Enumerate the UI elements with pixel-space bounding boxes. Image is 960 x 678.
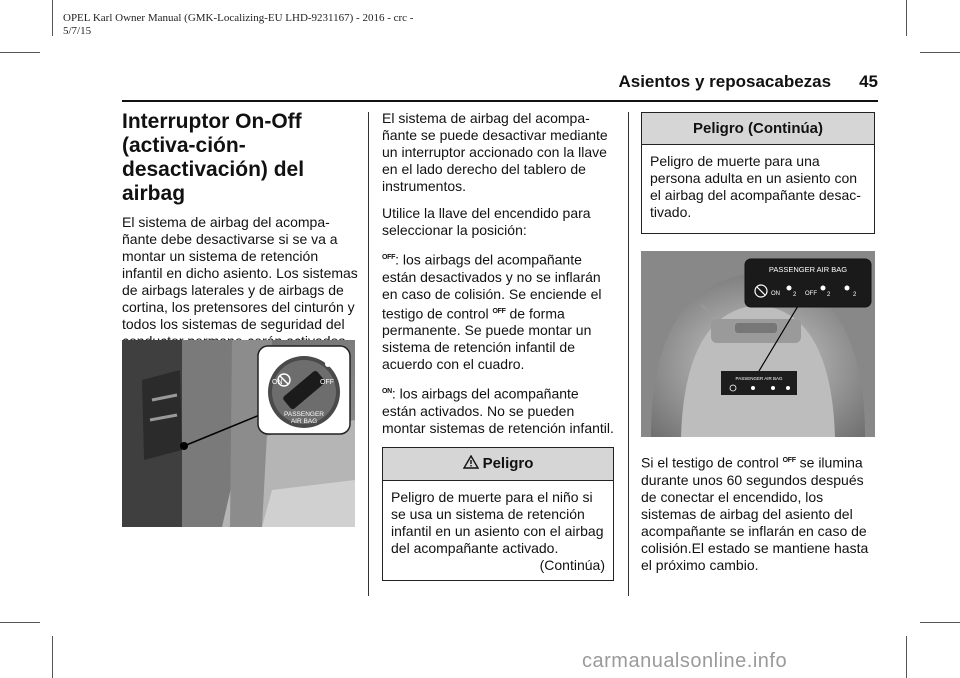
- warning-header: [383, 448, 613, 481]
- paragraph-1: El sistema de airbag del acompa-ñante se puede desactivar mediante un interruptor accionado con la llave en el lado derecho del tablero de instrumentos.: [382, 110, 608, 194]
- panel-on-label: ON: [771, 291, 780, 297]
- warning-triangle-icon: [463, 455, 479, 473]
- overhead-panel-photo: [641, 251, 875, 437]
- crop-mark: [0, 622, 40, 623]
- header-rule: [122, 100, 878, 102]
- paragraph-4: [382, 383, 614, 437]
- crop-mark: [0, 52, 40, 53]
- airbag-off-icon: OFF: [382, 254, 396, 261]
- warning-body-continued: Peligro de muerte para una persona adulta en un asiento con el airbag del acompañante desac-tivado.: [650, 153, 861, 220]
- paragraph-3: [382, 249, 614, 373]
- indicator-paragraph-text-b: se ilumina durante unos 60 segundos después de conectar el encendido, los sistemas de airbag del asiento del acompañante se inflarán en caso de colisión.El estado se mantiene hasta el próximo cambio.: [641, 454, 869, 573]
- column-divider: [628, 112, 629, 596]
- page-number: 45: [859, 72, 878, 91]
- indicator-paragraph: [641, 452, 875, 574]
- column-1: [122, 110, 358, 360]
- column-3-text: [641, 452, 875, 584]
- small-panel-title: PASSENGER AIR BAG: [735, 376, 783, 381]
- overhead-panel-illustration: [641, 251, 875, 437]
- warning-box-continued: [641, 112, 875, 234]
- airbag-off-indicator-icon: OFF: [492, 307, 506, 315]
- panel-num-2: 2: [827, 292, 831, 298]
- crop-mark: [906, 636, 907, 678]
- crop-mark: [920, 622, 960, 623]
- paragraph-3-text-a: : los airbags del acompañante están desactivados y no se inflarán en caso de colisión. Se enciende el testigo de control: [382, 251, 602, 322]
- crop-mark: [920, 52, 960, 53]
- paragraph-4-text: : los airbags del acompañante están activados. No se pueden montar sistemas de retención infantil.: [382, 385, 614, 436]
- running-header: [560, 72, 878, 92]
- section-heading: Interruptor On-Off (activa-ción-desactivación) del airbag: [122, 110, 305, 205]
- document-info: [63, 12, 413, 38]
- column-divider: [368, 112, 369, 596]
- document-info-line-1: OPEL Karl Owner Manual (GMK-Localizing-EU LHD-9231167) - 2016 - crc -: [63, 12, 414, 24]
- switch-on-label: ON: [272, 379, 283, 386]
- switch-label-1: PASSENGER: [284, 411, 324, 418]
- airbag-off-indicator-icon: OFF: [782, 457, 796, 464]
- panel-num-1: 2: [793, 292, 797, 298]
- indicator-paragraph-text-a: Si el testigo de control: [641, 454, 783, 471]
- watermark: carmanualsonline.info: [582, 650, 788, 672]
- section-title: Asientos y reposacabezas: [618, 72, 832, 91]
- document-info-line-2: 5/7/15: [63, 25, 92, 37]
- warning-header-continued: Peligro (Continúa): [642, 113, 874, 145]
- column-3: [641, 110, 875, 234]
- paragraph-2: Utilice la llave del encendido para seleccionar la posición:: [382, 205, 591, 238]
- warning-title: Peligro: [482, 454, 534, 472]
- crop-mark: [52, 0, 53, 36]
- airbag-switch-illustration: [122, 340, 355, 527]
- warning-body: [383, 481, 613, 580]
- switch-label-2: AIR BAG: [290, 418, 318, 425]
- warning-text: Peligro de muerte para el niño si se usa un sistema de retención infantil en un asiento con el airbag del acompañante activado.: [391, 489, 604, 556]
- crop-mark: [52, 636, 53, 678]
- airbag-on-icon: ON: [382, 388, 392, 396]
- airbag-switch-photo: [122, 340, 355, 527]
- panel-off-label: OFF: [805, 291, 817, 297]
- intro-paragraph: El sistema de airbag del acompa-ñante debe desactivarse si se va a montar un sistema de retención infantil en dicho asiento. Los sistemas de airbags laterales y de airbags de cortina, los pretensores del cinturón y todos los sistemas de seguridad del: [122, 214, 358, 332]
- panel-num-3: 2: [853, 292, 857, 298]
- switch-off-label: OFF: [320, 379, 334, 386]
- warning-box: [382, 447, 614, 581]
- crop-mark: [906, 0, 907, 36]
- warning-continued: (Continúa): [539, 557, 605, 573]
- column-2: [382, 110, 614, 581]
- paragraph-3-text-b: de forma permanente. Se puede montar un sistema de retención infantil de acuerdo con el cuadro.: [382, 305, 592, 373]
- panel-title: PASSENGER AIR BAG: [768, 265, 848, 274]
